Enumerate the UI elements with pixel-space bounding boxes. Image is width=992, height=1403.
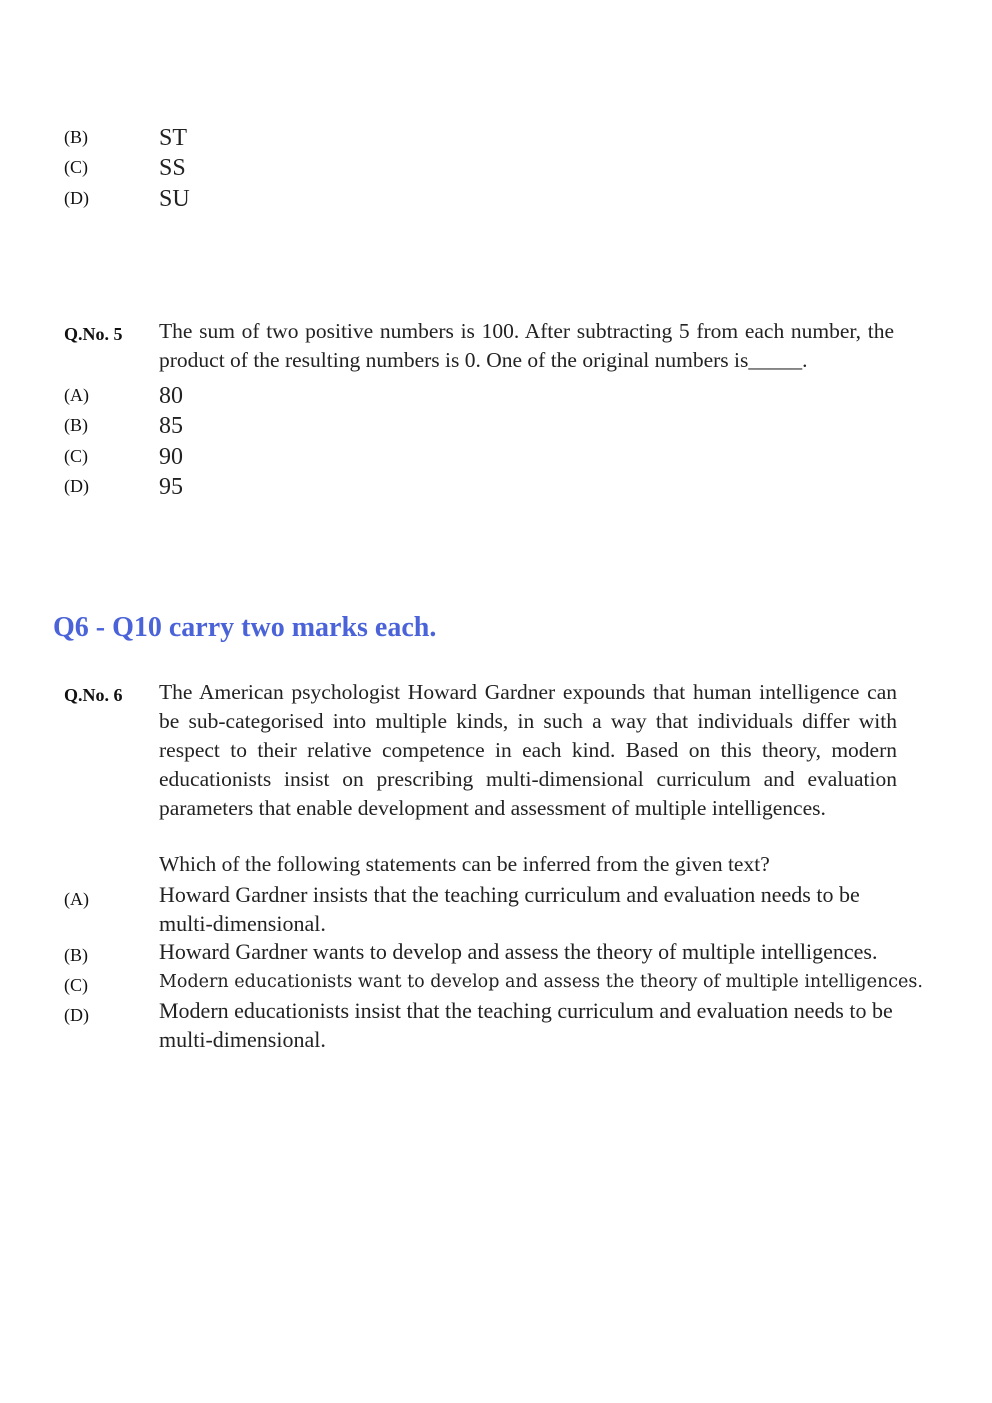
question-number: Q.No. 5 <box>64 324 123 344</box>
question-prompt: Which of the following statements can be inferred from the given text? <box>159 852 770 876</box>
option-label: (A) <box>64 889 89 909</box>
option-label: (D) <box>64 476 89 496</box>
option-text: 90 <box>159 444 183 470</box>
option-label: (B) <box>64 415 88 435</box>
option-label: (C) <box>64 157 88 177</box>
option-text: 85 <box>159 413 183 439</box>
option-label: (D) <box>64 188 89 208</box>
question-number: Q.No. 6 <box>64 685 123 705</box>
option-label: (B) <box>64 945 88 965</box>
option-text: SS <box>159 155 186 181</box>
option-text: Modern educationists insist that the teaching curriculum and evaluation needs to be multi-dimensional. <box>159 998 893 1052</box>
option-text: SU <box>159 186 190 212</box>
option-label: (D) <box>64 1005 89 1025</box>
question-passage: The American psychologist Howard Gardner expounds that human intelligence can be sub-categorised into multiple kinds, in such a way that individuals differ with respect to their relative competence in each kind. Based on this theory, modern educationists insist on prescribing multi-dimensional curriculum and evaluation parameters that enable development and assessment of multiple intelligences. <box>159 680 897 820</box>
option-text: Modern educationists want to develop and assess the theory of multiple intelligences. <box>159 972 923 992</box>
option-label: (C) <box>64 446 88 466</box>
option-text: 95 <box>159 474 183 500</box>
question-text: The sum of two positive numbers is 100. After subtracting 5 from each number, the product of the resulting numbers is 0. One of the original numbers is_____. <box>159 319 894 372</box>
option-label: (A) <box>64 385 89 405</box>
option-text: 80 <box>159 383 183 409</box>
option-label: (C) <box>64 975 88 995</box>
option-label: (B) <box>64 127 88 147</box>
option-text: Howard Gardner insists that the teaching curriculum and evaluation needs to be multi-dimensional. <box>159 882 860 936</box>
section-title: Q6 - Q10 carry two marks each. <box>53 612 437 643</box>
option-text: Howard Gardner wants to develop and assess the theory of multiple intelligences. <box>159 939 878 964</box>
option-text: ST <box>159 125 188 151</box>
